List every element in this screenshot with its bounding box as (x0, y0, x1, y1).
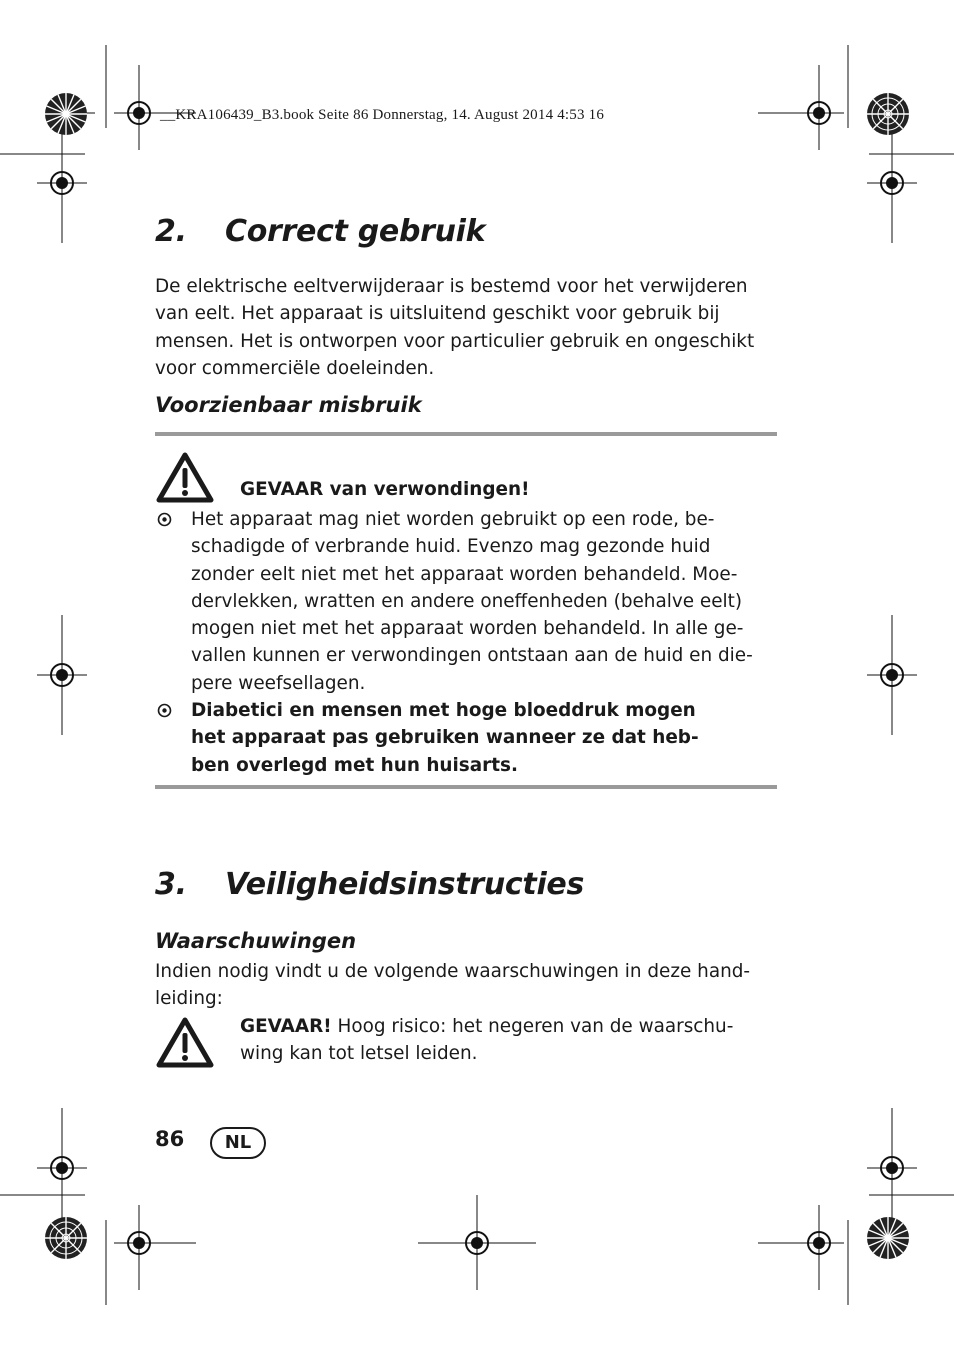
print-info-header: __KRA106439_B3.book Seite 86 Donnerstag, 14. August 2014 4:53 16 (160, 107, 605, 123)
bullet-line: ben overlegd met hun huisarts. (191, 754, 518, 776)
language-badge: NL (210, 1127, 266, 1159)
section-2-title: Correct gebruik (225, 214, 486, 249)
bullet-line: het apparaat pas gebruiken wanneer ze dat heb- (191, 727, 699, 749)
section-3-title: Veiligheidsinstructies (225, 867, 585, 902)
danger-explanation-line: wing kan tot letsel leiden. (240, 1043, 478, 1065)
section-3-number: 3. (155, 867, 187, 902)
registration-starburst-icon (866, 1216, 910, 1260)
intro-line: leiding: (155, 988, 223, 1010)
bullet-line: mogen niet met het apparaat worden behandeld. In alle ge- (191, 618, 744, 640)
page-number: 86 (155, 1127, 185, 1151)
bullet-line: Het apparaat mag niet worden gebruikt op een rode, be- (191, 509, 715, 530)
section-2-number: 2. (155, 214, 187, 249)
bullet-line: dervlekken, wratten en andere oneffenheden (behalve eelt) (191, 590, 743, 612)
misuse-subheading: Voorzienbaar misbruik (155, 393, 422, 417)
intro-line: Indien nodig vindt u de volgende waarschuwingen in deze hand- (155, 961, 751, 982)
bullet-line: schadigde of verbrande huid. Evenzo mag gezonde huid (191, 536, 711, 558)
paragraph-line: De elektrische eeltverwijderaar is bestemd voor het verwijderen (155, 276, 748, 297)
registration-starburst-icon (866, 92, 910, 136)
danger-label: GEVAAR! (240, 1016, 332, 1037)
paragraph-line: voor commerciële doeleinden. (155, 357, 435, 379)
bullet-line: vallen kunnen er verwondingen ontstaan aan de huid en die- (191, 645, 753, 667)
paragraph-line: van eelt. Het apparaat is uitsluitend geschikt voor gebruik bij (155, 303, 720, 325)
registration-starburst-icon (44, 1216, 88, 1260)
bullet-line: zonder eelt niet met het apparaat worden behandeld. Moe- (191, 563, 738, 585)
bullet-line: pere weefsellagen. (191, 672, 366, 694)
bullet-line: Diabetici en mensen met hoge bloeddruk mogen (191, 700, 696, 722)
warnings-subheading: Waarschuwingen (155, 929, 357, 953)
danger-injury-title: GEVAAR van verwondingen! (240, 479, 530, 500)
paragraph-line: mensen. Het is ontworpen voor particulier gebruik en ongeschikt (155, 330, 755, 352)
registration-starburst-icon (44, 92, 88, 136)
danger-text: Hoog risico: het negeren van de waarschu- (331, 1016, 734, 1037)
